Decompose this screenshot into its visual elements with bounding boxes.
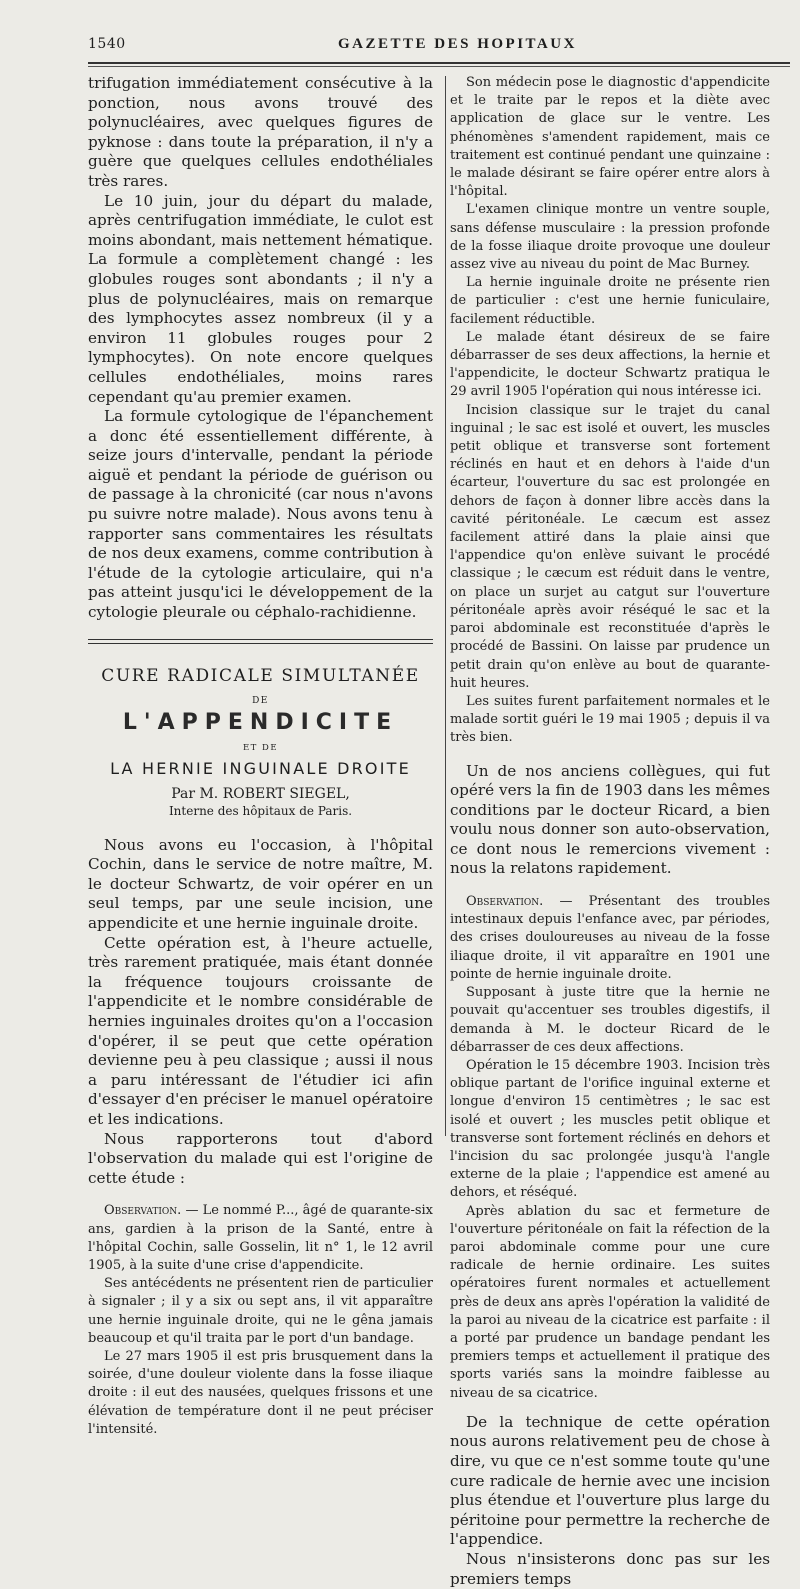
paragraph: trifugation immédiatement consécutive à la ponction, nous avons trouvé des polynucléaires, avec quelques figures de pyknose : dans toute la préparation, il n'y a guère que quelques cellules endothéliales très rares. [88,74,433,190]
paragraph: Le malade étant désireux de se faire débarrasser de ses deux affections, la hernie et l'appendicite, le docteur Schwartz pratiqua le 29 avril 1905 l'opération qui nous intéresse ici. [450,329,770,400]
article-title: CURE RADICALE SIMULTANÉE [101,665,420,686]
article-author: Par M. ROBERT SIEGEL, [171,785,350,802]
header-rule-thin [88,66,790,67]
paragraph: La formule cytologique de l'épanchement a donc été essentiellement différente, à seize jours d'intervalle, pendant la période aiguë et pendant la période de guérison ou de passage à la chronicité (car nous n'avons pu suivre notre malade). Nous avons tenu à rapporter sans commentaires les résultats de nos deux examens, comme contribution à l'étude de la cytologie articulaire, qui n'a pas atteint jusqu'ici le développement de la cytologie pleurale ou céphalo-rachidienne. [88,407,433,622]
paragraph: De la technique de cette opération nous aurons relativement peu de chose à dire, vu que ce n'est somme toute qu'une cure radicale de hernie avec une incision plus étendue et l'ouverture plus large du péritoine pour permettre la recherche de l'appendice. [450,1412,770,1549]
paragraph: Supposant à juste titre que la hernie ne pouvait qu'accentuer ses troubles digestifs, il demanda à M. le docteur Ricard de le débarrasser de ces deux affections. [450,985,770,1055]
article-title-hernie: LA HERNIE INGUINALE DROITE [110,758,411,778]
observation-paragraph [88,1202,433,1275]
article-title-et-de: ET DE [242,742,279,753]
paragraph: Opération le 15 décembre 1903. Incision très oblique partant de l'orifice inguinal externe et longue d'environ 15 centimètres ; le sac est isolé et ouvert ; les muscles petit oblique et transverse sont fortement réclinés en dehors et l'incision du sac prolongée jusqu'à l'angle externe de la plaie ; l'appendice est amené au dehors, et réséqué. [450,1057,770,1201]
paragraph: Le 10 juin, jour du départ du malade, après centrifugation immédiate, le culot est moins abondant, mais nettement hématique. La formule a complètement changé : les globules rouges sont abondants ; il n'y a plus de polynucléaires, mais on remarque des lymphocytes assez nombreux (il y a environ 11 globules rouges pour 2 lymphocytes). On note encore quelques cellules endothéliales, moins rares cependant qu'au premier examen. [88,191,433,406]
paragraph: Nous n'insisterons donc pas sur les premiers temps [450,1549,770,1588]
page-header [0,36,800,62]
paragraph: Nous rapporterons tout d'abord l'observation du malade qui est l'origine de cette étude : [88,1129,433,1187]
paragraph: Ses antécédents ne présentent rien de particulier à signaler ; il y a six ou sept ans, il vit apparaître une hernie inguinale droite, qui ne le gêna jamais beaucoup et qu'il traita par le port d'un bandage. [88,1276,433,1346]
paragraph: Le 27 mars 1905 il est pris brusquement dans la soirée, d'une douleur violente dans la fosse iliaque droite : il eut des nausées, quelques frissons et une élévation de température dont il ne peut préciser l'intensité. [88,1348,433,1437]
paragraph: L'examen clinique montre un ventre souple, sans défense musculaire : la pression profonde de la fosse iliaque droite provoque une douleur assez vive au niveau du point de Mac Burney. [450,202,770,273]
paragraph: Son médecin pose le diagnostic d'appendicite et le traite par le repos et la diète avec application de glace sur le ventre. Les phénomènes s'amendent rapidement, mais ce traitement est continué pendant une quinzaine : le malade désirant se faire opérer entre alors à l'hôpital. [450,75,770,200]
article-author-title: Interne des hôpitaux de Paris. [168,803,353,818]
paragraph: Nous avons eu l'occasion, à l'hôpital Cochin, dans le service de notre maître, M. le docteur Schwartz, de voir opérer en un seul temps, par une seule incision, une appendicite et une hernie inguinale droite. [88,835,433,932]
section-divider [88,639,433,644]
header-rule [88,62,790,64]
paragraph: Un de nos anciens collègues, qui fut opéré vers la fin de 1903 dans les mêmes conditions par le docteur Ricard, a bien voulu nous donner son auto-observation, ce dont nous le remercions vivement : nous la relatons rapidement. [450,761,770,878]
paragraph: La hernie inguinale droite ne présente rien de particulier : c'est une hernie funiculaire, facilement réductible. [450,275,770,327]
observation-text: — Présentant des troubles intestinaux depuis l'enfance avec, par périodes, des crises douloureuses au niveau de la fosse iliaque droite, il vit apparaître en 1901 une pointe de hernie inguinale droite. [450,894,770,982]
observation-paragraph [450,893,770,984]
paragraph: Cette opération est, à l'heure actuelle, très rarement pratiquée, mais étant donnée la fréquence toujours croissante de l'appendicite et le nombre considérable de hernies inguinales droites qu'on a l'occasion d'opérer, il se peut que cette opération devienne peu à peu classique ; aussi il nous a paru intéressant de l'étudier ici afin d'essayer d'en préciser le manuel opératoire et les indications. [88,933,433,1128]
article-title-de: DE [252,695,269,706]
paragraph: Les suites furent parfaitement normales et le malade sortit guéri le 19 mai 1905 ; depuis il va très bien. [450,693,770,746]
page-number: 1540 [88,36,126,52]
paragraph: Après ablation du sac et fermeture de l'ouverture péritonéale on fait la réfection de la paroi abdominale comme pour une cure radicale de hernie ordinaire. Les suites opératoires furent normales et actuellement près de deux ans après l'opération la validité de la paroi au niveau de la cicatrice est parfaite : il a porté par prudence un bandage pendant les premiers temps et actuellement il pratique des sports variés sans la moindre faiblesse au niveau de sa cicatrice. [450,1203,770,1401]
article-title-appendicite: L'APPENDICITE [122,709,399,735]
observation-text: — Le nommé P..., âgé de quarante-six ans, gardien à la prison de la Santé, entre à l'hôpital Cochin, salle Gosselin, lit n° 1, le 12 avril 1905, à la suite d'une crise d'appendicite. [88,1203,433,1273]
right-column [450,74,770,1589]
observation-label: Observation. [466,894,544,910]
journal-title: GAZETTE DES HOPITAUX [338,36,577,52]
left-column [88,74,433,1439]
observation-label: Observation. [104,1203,182,1219]
paragraph: Incision classique sur le trajet du canal inguinal ; le sac est isolé et ouvert, les muscles petit oblique et transverse sont fortement réclinés en haut et en dehors à l'aide d'un écarteur, l'ouverture du sac est prolongée en dehors de façon à donner libre accès dans la cavité péritonéale. Le cæcum est assez facilement attiré dans la plaie ainsi que l'appendice qu'on enlève suivant le procédé classique ; le cæcum est réduit dans le ventre, on place un surjet au catgut sur l'ouverture péritonéale après avoir réséqué le sac et la paroi abdominale est reconstituée d'après le procédé de Bassini. On laisse par prudence un petit drain qu'on enlève au bout de quarante-huit heures. [450,402,770,691]
column-separator [445,76,446,1136]
